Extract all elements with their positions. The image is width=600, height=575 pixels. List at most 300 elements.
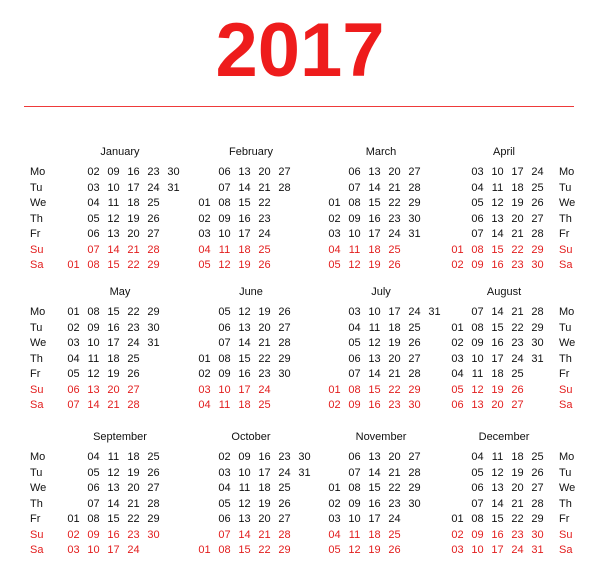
day-label-sa-right-0: Sa <box>559 259 573 271</box>
day-cell: 28 <box>408 466 421 479</box>
empty-cell <box>165 196 182 212</box>
day-cell: 19 <box>368 544 381 556</box>
day-cell: 26 <box>278 306 291 318</box>
day-cell: 21 <box>511 497 524 510</box>
week-column <box>489 305 506 414</box>
day-cell: 08 <box>218 352 231 365</box>
empty-cell <box>449 165 466 181</box>
day-cell: 19 <box>238 259 251 271</box>
month-name: February <box>228 146 274 158</box>
day-cell: 17 <box>368 228 381 240</box>
day-cell: 13 <box>491 482 504 494</box>
day-label-mo-left-2: Mo <box>30 451 46 463</box>
day-cell: 24 <box>147 181 160 194</box>
day-cell: 02 <box>198 368 211 380</box>
day-cell: 13 <box>87 383 100 396</box>
day-cell: 23 <box>388 212 401 225</box>
day-cell: 05 <box>328 544 341 556</box>
week-column <box>406 450 423 559</box>
day-cell: 03 <box>451 352 464 365</box>
day-cell: 02 <box>328 399 341 411</box>
day-cell: 11 <box>238 482 251 494</box>
day-cell: 05 <box>198 259 211 271</box>
day-cell: 15 <box>491 243 504 256</box>
month-name: April <box>492 146 515 158</box>
day-label-fr-right-2: Fr <box>559 513 570 525</box>
day-label-tu-right-2: Tu <box>559 466 572 479</box>
day-cell: 31 <box>531 544 544 556</box>
week-column <box>386 165 403 274</box>
day-cell: 21 <box>388 466 401 479</box>
empty-cell <box>165 258 182 274</box>
day-cell: 22 <box>388 482 401 494</box>
month-september <box>65 431 195 566</box>
day-cell: 11 <box>348 243 361 256</box>
day-cell: 27 <box>531 212 544 225</box>
day-cell: 05 <box>471 466 484 479</box>
day-cell: 23 <box>127 321 140 334</box>
day-cell: 02 <box>451 528 464 541</box>
day-cell: 24 <box>388 228 401 240</box>
week-column <box>366 450 383 559</box>
day-cell: 22 <box>127 513 140 525</box>
week-column <box>489 450 506 559</box>
day-cell: 11 <box>491 181 504 194</box>
day-cell: 21 <box>258 528 271 541</box>
day-cell: 27 <box>127 383 140 396</box>
day-cell: 25 <box>147 197 160 209</box>
day-cell: 01 <box>198 352 211 365</box>
empty-cell <box>196 466 213 482</box>
day-cell: 16 <box>368 212 381 225</box>
day-cell: 22 <box>511 243 524 256</box>
day-cell: 05 <box>218 306 231 318</box>
empty-cell <box>145 398 162 414</box>
day-cell: 28 <box>278 528 291 541</box>
day-cell: 05 <box>67 368 80 380</box>
day-cell: 23 <box>278 451 291 463</box>
empty-cell <box>406 543 423 559</box>
day-cell: 29 <box>278 544 291 556</box>
day-cell: 31 <box>298 466 311 479</box>
month-november <box>326 431 456 566</box>
empty-cell <box>426 352 443 368</box>
day-cell: 08 <box>87 306 100 318</box>
week-column <box>105 450 122 559</box>
day-cell: 02 <box>451 337 464 349</box>
day-cell: 19 <box>388 337 401 349</box>
day-cell: 20 <box>127 228 140 240</box>
day-cell: 06 <box>87 482 100 494</box>
empty-cell <box>296 528 313 544</box>
empty-cell <box>449 212 466 228</box>
day-cell: 27 <box>408 166 421 178</box>
empty-cell <box>426 398 443 414</box>
day-cell: 03 <box>348 306 361 318</box>
day-cell: 07 <box>218 337 231 349</box>
day-label-su-left-2: Su <box>30 528 44 541</box>
day-cell: 07 <box>471 228 484 240</box>
day-cell: 27 <box>147 228 160 240</box>
day-cell: 30 <box>408 497 421 510</box>
empty-cell <box>65 450 82 466</box>
day-cell: 13 <box>238 321 251 334</box>
day-cell: 09 <box>107 166 120 178</box>
day-cell: 10 <box>87 544 100 556</box>
day-cell: 15 <box>107 513 120 525</box>
day-cell: 19 <box>258 497 271 510</box>
day-cell: 30 <box>531 528 544 541</box>
day-cell: 20 <box>388 166 401 178</box>
day-label-we-left-2: We <box>30 482 47 494</box>
empty-cell <box>196 321 213 337</box>
empty-cell <box>426 367 443 383</box>
day-cell: 18 <box>127 197 140 209</box>
day-cell: 01 <box>328 197 341 209</box>
empty-cell <box>326 321 343 337</box>
empty-cell <box>196 181 213 197</box>
day-cell: 15 <box>238 352 251 365</box>
day-cell: 10 <box>491 166 504 178</box>
day-cell: 15 <box>107 259 120 271</box>
day-cell: 24 <box>511 544 524 556</box>
day-cell: 11 <box>368 321 381 334</box>
day-label-we-right-2: We <box>559 482 576 494</box>
month-name: December <box>478 431 530 443</box>
day-cell: 17 <box>238 228 251 240</box>
day-cell: 04 <box>198 399 211 411</box>
day-cell: 11 <box>471 368 484 380</box>
day-cell: 18 <box>238 243 251 256</box>
day-cell: 15 <box>107 306 120 318</box>
day-cell: 05 <box>87 466 100 479</box>
day-cell: 14 <box>368 466 381 479</box>
day-cell: 21 <box>511 228 524 240</box>
day-cell: 26 <box>258 259 271 271</box>
day-cell: 04 <box>471 451 484 463</box>
day-cell: 03 <box>451 544 464 556</box>
day-cell: 17 <box>238 383 251 396</box>
week-column <box>509 305 526 414</box>
day-cell: 02 <box>218 451 231 463</box>
day-cell: 22 <box>511 321 524 334</box>
day-cell: 04 <box>451 368 464 380</box>
week-column <box>256 450 273 559</box>
week-column <box>236 305 253 414</box>
day-cell: 29 <box>408 197 421 209</box>
day-cell: 16 <box>258 451 271 463</box>
empty-cell <box>165 212 182 228</box>
empty-cell <box>449 305 466 321</box>
day-cell: 04 <box>87 197 100 209</box>
day-cell: 29 <box>147 306 160 318</box>
day-cell: 14 <box>238 528 251 541</box>
empty-cell <box>276 196 293 212</box>
empty-cell <box>426 321 443 337</box>
day-cell: 16 <box>368 399 381 411</box>
empty-cell <box>196 165 213 181</box>
empty-cell <box>326 367 343 383</box>
day-cell: 30 <box>531 337 544 349</box>
day-cell: 03 <box>328 513 341 525</box>
day-label-fr-left-0: Fr <box>30 228 41 240</box>
week-column <box>449 165 466 274</box>
week-column <box>216 165 233 274</box>
day-cell: 07 <box>87 243 100 256</box>
day-cell: 26 <box>147 466 160 479</box>
day-cell: 08 <box>348 482 361 494</box>
week-column <box>145 450 162 559</box>
week-column <box>145 305 162 414</box>
empty-cell <box>145 367 162 383</box>
day-cell: 10 <box>238 466 251 479</box>
day-cell: 20 <box>258 166 271 178</box>
day-cell: 18 <box>238 399 251 411</box>
month-june <box>196 286 326 421</box>
week-column <box>366 165 383 274</box>
day-label-fr-right-0: Fr <box>559 228 570 240</box>
day-cell: 16 <box>491 259 504 271</box>
day-cell: 05 <box>451 383 464 396</box>
day-label-sa-right-2: Sa <box>559 544 573 556</box>
day-cell: 04 <box>348 321 361 334</box>
day-cell: 01 <box>451 513 464 525</box>
day-cell: 01 <box>67 513 80 525</box>
day-cell: 06 <box>348 451 361 463</box>
day-cell: 11 <box>107 197 120 209</box>
day-cell: 19 <box>127 466 140 479</box>
day-cell: 22 <box>258 352 271 365</box>
day-cell: 25 <box>127 352 140 365</box>
day-cell: 29 <box>531 321 544 334</box>
week-column <box>449 450 466 559</box>
day-label-fr-left-2: Fr <box>30 513 41 525</box>
month-name: November <box>355 431 407 443</box>
day-label-su-left-1: Su <box>30 383 44 396</box>
day-label-mo-right-0: Mo <box>559 166 575 178</box>
day-cell: 27 <box>408 451 421 463</box>
empty-cell <box>449 196 466 212</box>
week-column <box>326 165 343 274</box>
day-cell: 21 <box>388 181 401 194</box>
empty-cell <box>145 543 162 559</box>
day-cell: 21 <box>127 243 140 256</box>
day-cell: 15 <box>238 544 251 556</box>
day-label-we-right-1: We <box>559 337 576 349</box>
day-cell: 26 <box>531 466 544 479</box>
month-october <box>196 431 326 566</box>
day-cell: 25 <box>511 368 524 380</box>
day-cell: 22 <box>258 544 271 556</box>
day-cell: 29 <box>531 513 544 525</box>
day-cell: 23 <box>511 337 524 349</box>
day-cell: 02 <box>67 321 80 334</box>
day-cell: 28 <box>408 368 421 380</box>
day-cell: 17 <box>388 306 401 318</box>
empty-cell <box>296 497 313 513</box>
day-cell: 12 <box>107 212 120 225</box>
day-cell: 06 <box>218 321 231 334</box>
day-cell: 27 <box>531 482 544 494</box>
week-column <box>236 450 253 559</box>
day-cell: 03 <box>198 383 211 396</box>
day-cell: 26 <box>127 368 140 380</box>
empty-cell <box>65 181 82 197</box>
day-label-th-right-2: Th <box>559 497 572 510</box>
day-cell: 04 <box>471 181 484 194</box>
day-cell: 24 <box>388 513 401 525</box>
empty-cell <box>145 352 162 368</box>
day-cell: 12 <box>471 383 484 396</box>
day-cell: 05 <box>218 497 231 510</box>
empty-cell <box>326 181 343 197</box>
day-cell: 20 <box>388 451 401 463</box>
day-cell: 24 <box>531 166 544 178</box>
day-cell: 17 <box>127 181 140 194</box>
empty-cell <box>326 352 343 368</box>
day-cell: 22 <box>511 513 524 525</box>
day-cell: 23 <box>147 166 160 178</box>
day-cell: 07 <box>67 399 80 411</box>
day-cell: 07 <box>218 181 231 194</box>
day-label-sa-left-2: Sa <box>30 544 44 556</box>
day-label-sa-left-0: Sa <box>30 259 44 271</box>
day-cell: 07 <box>218 528 231 541</box>
day-cell: 12 <box>218 259 231 271</box>
day-label-fr-right-1: Fr <box>559 368 570 380</box>
day-cell: 28 <box>531 306 544 318</box>
day-cell: 27 <box>147 482 160 494</box>
empty-cell <box>406 528 423 544</box>
day-cell: 01 <box>198 544 211 556</box>
empty-cell <box>65 165 82 181</box>
week-column <box>165 165 182 274</box>
day-cell: 28 <box>147 243 160 256</box>
day-cell: 28 <box>278 181 291 194</box>
month-name: October <box>231 431 271 443</box>
day-cell: 25 <box>388 243 401 256</box>
day-cell: 01 <box>328 383 341 396</box>
day-cell: 17 <box>491 352 504 365</box>
day-cell: 14 <box>491 497 504 510</box>
day-cell: 01 <box>328 482 341 494</box>
empty-cell <box>65 497 82 513</box>
day-cell: 30 <box>278 368 291 380</box>
day-cell: 02 <box>328 212 341 225</box>
day-cell: 20 <box>388 352 401 365</box>
day-cell: 04 <box>67 352 80 365</box>
empty-cell <box>326 305 343 321</box>
day-cell: 28 <box>531 228 544 240</box>
day-cell: 22 <box>127 306 140 318</box>
day-label-th-right-1: Th <box>559 352 572 365</box>
day-cell: 03 <box>67 544 80 556</box>
day-cell: 24 <box>511 352 524 365</box>
week-column <box>85 165 102 274</box>
month-name: March <box>365 146 397 158</box>
day-cell: 11 <box>87 352 100 365</box>
day-cell: 26 <box>388 544 401 556</box>
day-cell: 20 <box>258 513 271 525</box>
day-cell: 08 <box>471 321 484 334</box>
day-cell: 04 <box>328 243 341 256</box>
day-cell: 08 <box>218 544 231 556</box>
day-cell: 07 <box>348 368 361 380</box>
day-label-mo-left-1: Mo <box>30 306 46 318</box>
week-column <box>509 165 526 274</box>
week-column <box>125 165 142 274</box>
day-cell: 30 <box>408 212 421 225</box>
day-cell: 09 <box>348 212 361 225</box>
day-cell: 25 <box>388 528 401 541</box>
day-cell: 26 <box>388 259 401 271</box>
day-cell: 06 <box>471 212 484 225</box>
day-cell: 03 <box>67 337 80 349</box>
day-cell: 16 <box>238 212 251 225</box>
day-cell: 07 <box>348 181 361 194</box>
empty-cell <box>529 398 546 414</box>
day-cell: 13 <box>238 166 251 178</box>
month-name: June <box>239 286 263 298</box>
week-column <box>196 165 213 274</box>
day-cell: 15 <box>491 513 504 525</box>
day-cell: 17 <box>258 466 271 479</box>
empty-cell <box>276 383 293 399</box>
day-cell: 20 <box>258 321 271 334</box>
day-cell: 17 <box>491 544 504 556</box>
empty-cell <box>529 367 546 383</box>
empty-cell <box>196 450 213 466</box>
day-label-sa-left-1: Sa <box>30 399 44 411</box>
day-cell: 08 <box>218 197 231 209</box>
day-cell: 06 <box>348 352 361 365</box>
month-name: July <box>371 286 391 298</box>
week-column <box>366 305 383 414</box>
day-cell: 28 <box>531 497 544 510</box>
day-label-su-right-0: Su <box>559 243 573 256</box>
day-cell: 29 <box>147 259 160 271</box>
day-cell: 17 <box>511 166 524 178</box>
empty-cell <box>65 466 82 482</box>
day-cell: 29 <box>408 482 421 494</box>
empty-cell <box>449 466 466 482</box>
day-cell: 19 <box>107 368 120 380</box>
day-cell: 04 <box>198 243 211 256</box>
day-cell: 30 <box>531 259 544 271</box>
week-column <box>196 305 213 414</box>
empty-cell <box>65 212 82 228</box>
day-cell: 14 <box>87 399 100 411</box>
day-label-tu-left-0: Tu <box>30 181 43 194</box>
day-cell: 29 <box>147 513 160 525</box>
day-cell: 13 <box>107 482 120 494</box>
day-cell: 13 <box>107 228 120 240</box>
day-cell: 24 <box>408 306 421 318</box>
day-cell: 22 <box>388 383 401 396</box>
week-column <box>256 305 273 414</box>
month-march <box>326 146 456 281</box>
day-cell: 09 <box>238 451 251 463</box>
day-cell: 26 <box>531 197 544 209</box>
day-cell: 22 <box>388 197 401 209</box>
day-cell: 01 <box>67 306 80 318</box>
day-cell: 12 <box>491 197 504 209</box>
day-cell: 18 <box>368 243 381 256</box>
week-column <box>449 305 466 414</box>
day-cell: 09 <box>471 528 484 541</box>
day-cell: 02 <box>328 497 341 510</box>
day-cell: 24 <box>258 228 271 240</box>
